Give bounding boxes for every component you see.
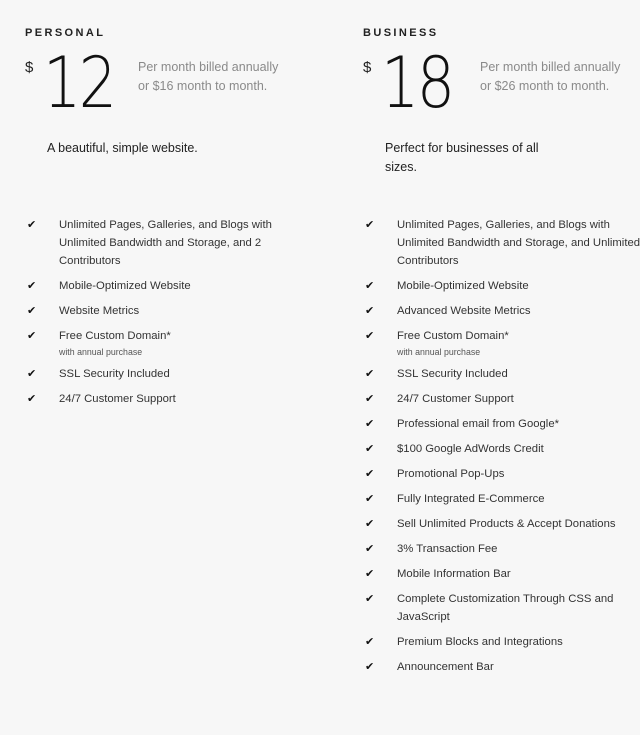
checkmark-icon: ✔ <box>27 219 37 231</box>
feature-label: Professional email from Google* <box>397 418 559 430</box>
list-item <box>363 390 640 408</box>
checkmark-icon: ✔ <box>365 518 375 530</box>
list-item <box>363 327 640 358</box>
checkmark-icon: ✔ <box>27 393 37 405</box>
checkmark-icon: ✔ <box>27 280 37 292</box>
checkmark-icon: ✔ <box>365 593 375 605</box>
list-item <box>25 365 315 383</box>
list-item <box>363 658 640 676</box>
feature-label: 3% Transaction Fee <box>397 543 498 555</box>
checkmark-icon: ✔ <box>365 661 375 673</box>
currency-symbol: $ <box>363 59 372 76</box>
plan-name: PERSONAL <box>25 27 106 39</box>
feature-label: Announcement Bar <box>397 661 494 673</box>
checkmark-icon: ✔ <box>365 219 375 231</box>
list-item <box>25 216 315 270</box>
feature-note: with annual purchase <box>397 347 481 357</box>
checkmark-icon: ✔ <box>365 468 375 480</box>
list-item <box>363 216 640 270</box>
checkmark-icon: ✔ <box>365 543 375 555</box>
checkmark-icon: ✔ <box>365 330 375 342</box>
checkmark-icon: ✔ <box>365 443 375 455</box>
checkmark-icon: ✔ <box>365 493 375 505</box>
feature-label: Promotional Pop-Ups <box>397 468 505 480</box>
checkmark-icon: ✔ <box>365 418 375 430</box>
feature-label: 24/7 Customer Support <box>59 393 176 405</box>
plan-name: BUSINESS <box>363 27 439 39</box>
checkmark-icon: ✔ <box>27 305 37 317</box>
list-item <box>363 490 640 508</box>
list-item <box>363 465 640 483</box>
feature-label: SSL Security Included <box>59 368 170 380</box>
list-item <box>363 540 640 558</box>
currency-symbol: $ <box>25 59 34 76</box>
list-item <box>363 515 640 533</box>
list-item <box>363 565 640 583</box>
feature-list <box>25 216 315 415</box>
feature-label: Unlimited Pages, Galleries, and Blogs with Unlimited Bandwidth and Storage, and Unlimited Contributors <box>397 219 640 267</box>
feature-list <box>363 216 640 683</box>
checkmark-icon: ✔ <box>27 330 37 342</box>
list-item <box>25 302 315 320</box>
list-item <box>25 390 315 408</box>
checkmark-icon: ✔ <box>365 636 375 648</box>
checkmark-icon: ✔ <box>365 305 375 317</box>
billing-note: Per month billed annually or $26 month to month. <box>480 60 621 93</box>
checkmark-icon: ✔ <box>365 368 375 380</box>
billing-note: Per month billed annually or $16 month to month. <box>138 60 279 93</box>
list-item <box>363 415 640 433</box>
feature-label: Premium Blocks and Integrations <box>397 636 563 648</box>
checkmark-icon: ✔ <box>27 368 37 380</box>
feature-label: Mobile Information Bar <box>397 568 511 580</box>
checkmark-icon: ✔ <box>365 568 375 580</box>
list-item <box>363 440 640 458</box>
list-item <box>363 590 640 626</box>
plan-tagline: Perfect for businesses of all sizes. <box>385 141 539 174</box>
feature-label: $100 Google AdWords Credit <box>397 443 544 455</box>
list-item <box>363 302 640 320</box>
list-item <box>363 365 640 383</box>
feature-note: with annual purchase <box>59 347 143 357</box>
feature-label: Website Metrics <box>59 305 140 317</box>
list-item <box>25 327 315 358</box>
feature-label: Fully Integrated E-Commerce <box>397 493 545 505</box>
list-item <box>363 277 640 295</box>
feature-label: Mobile-Optimized Website <box>59 280 191 292</box>
feature-label: Complete Customization Through CSS and JavaScript <box>397 593 614 623</box>
feature-label: Advanced Website Metrics <box>397 305 531 317</box>
feature-label: Mobile-Optimized Website <box>397 280 529 292</box>
feature-label: Unlimited Pages, Galleries, and Blogs with Unlimited Bandwidth and Storage, and 2 Contributors <box>59 219 272 267</box>
feature-label: 24/7 Customer Support <box>397 393 514 405</box>
plan-price: 12 <box>43 42 115 124</box>
checkmark-icon: ✔ <box>365 280 375 292</box>
feature-label: Free Custom Domain* <box>59 330 171 342</box>
feature-label: Sell Unlimited Products & Accept Donations <box>397 518 616 530</box>
plan-price: 18 <box>381 42 453 124</box>
list-item <box>25 277 315 295</box>
plan-tagline: A beautiful, simple website. <box>47 141 198 155</box>
checkmark-icon: ✔ <box>365 393 375 405</box>
feature-label: Free Custom Domain* <box>397 330 509 342</box>
feature-label: SSL Security Included <box>397 368 508 380</box>
list-item <box>363 633 640 651</box>
